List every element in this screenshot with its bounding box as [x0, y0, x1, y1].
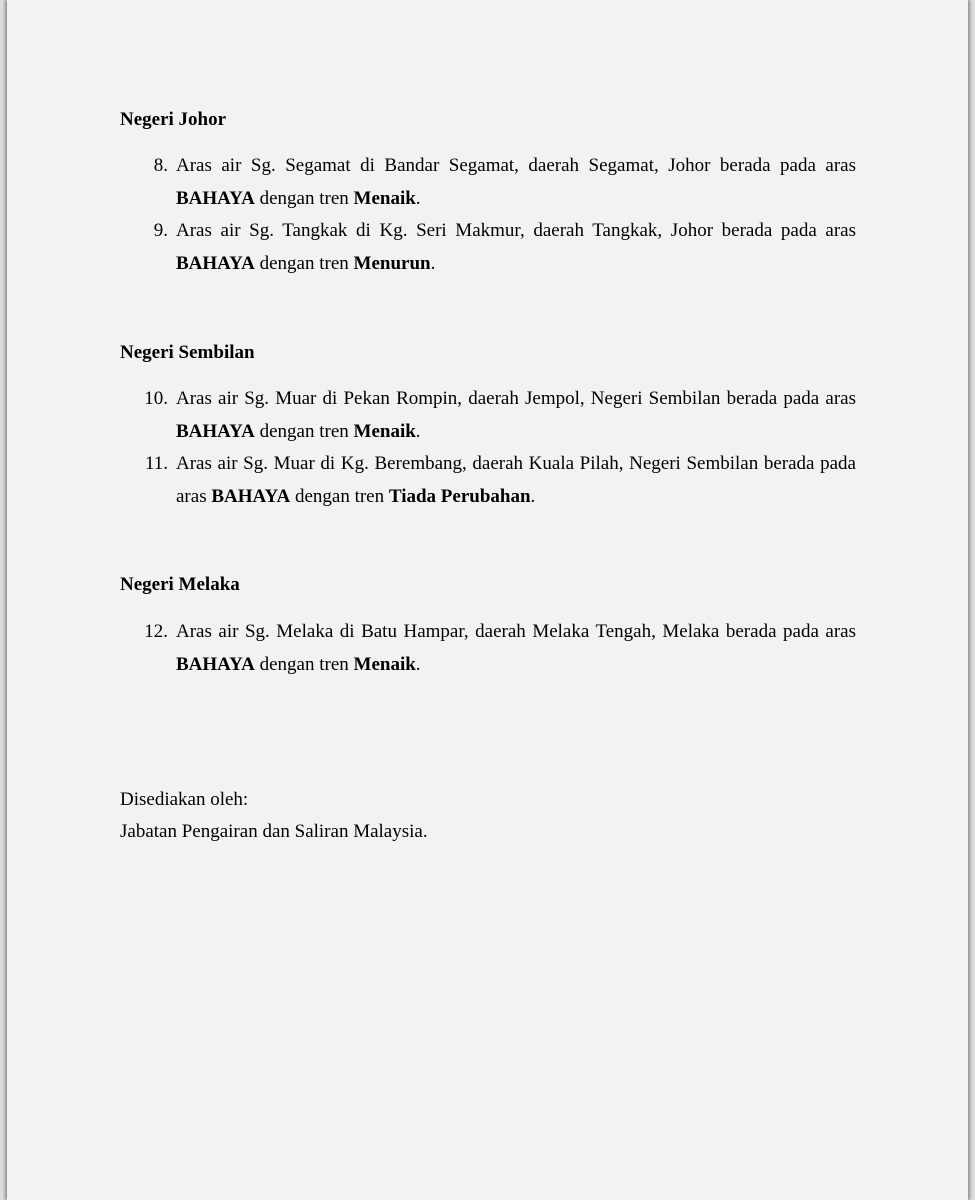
item-text: Aras air Sg. Segamat di Bandar Segamat, daerah Segamat, Johor berada pada aras BAHAYA dengan tren Menaik.: [176, 155, 856, 209]
item-number: 10.: [144, 388, 168, 409]
section-heading-johor: Negeri Johor: [120, 109, 227, 130]
item-text: Aras air Sg. Melaka di Batu Hampar, daerah Melaka Tengah, Melaka berada pada aras BAHAYA dengan tren Menaik.: [176, 621, 856, 675]
item-text: Aras air Sg. Muar di Pekan Rompin, daerah Jempol, Negeri Sembilan berada pada aras BAHAYA dengan tren Menaik.: [176, 388, 856, 442]
list-item: [120, 214, 856, 280]
section-heading-sembilan: Negeri Sembilan: [120, 342, 255, 363]
section-heading-melaka: Negeri Melaka: [120, 574, 240, 595]
level-label: BAHAYA: [176, 654, 255, 675]
trend-label: Menaik: [353, 654, 416, 675]
item-number: 11.: [144, 453, 168, 474]
item-text: Aras air Sg. Muar di Kg. Berembang, daerah Kuala Pilah, Negeri Sembilan berada pada aras BAHAYA dengan tren Tiada Perubahan.: [176, 453, 856, 507]
level-label: BAHAYA: [211, 486, 291, 507]
organization-name: Jabatan Pengairan dan Saliran Malaysia.: [120, 821, 428, 842]
item-text: Aras air Sg. Tangkak di Kg. Seri Makmur, daerah Tangkak, Johor berada pada aras BAHAYA dengan tren Menurun.: [176, 220, 856, 274]
trend-label: Tiada Perubahan: [388, 486, 531, 507]
list-item: [120, 447, 856, 513]
level-label: BAHAYA: [176, 253, 255, 274]
item-number: 9.: [153, 220, 168, 241]
trend-label: Menaik: [353, 188, 416, 209]
level-label: BAHAYA: [176, 421, 255, 442]
item-number: 8.: [153, 155, 168, 176]
item-number: 12.: [144, 621, 168, 642]
list-item: [120, 149, 856, 215]
list-item: [120, 615, 856, 681]
list-item: [120, 382, 856, 448]
trend-label: Menurun: [353, 253, 431, 274]
level-label: BAHAYA: [176, 188, 255, 209]
prepared-by-label: Disediakan oleh:: [120, 789, 249, 810]
document-page: [7, 0, 968, 1200]
trend-label: Menaik: [353, 421, 416, 442]
